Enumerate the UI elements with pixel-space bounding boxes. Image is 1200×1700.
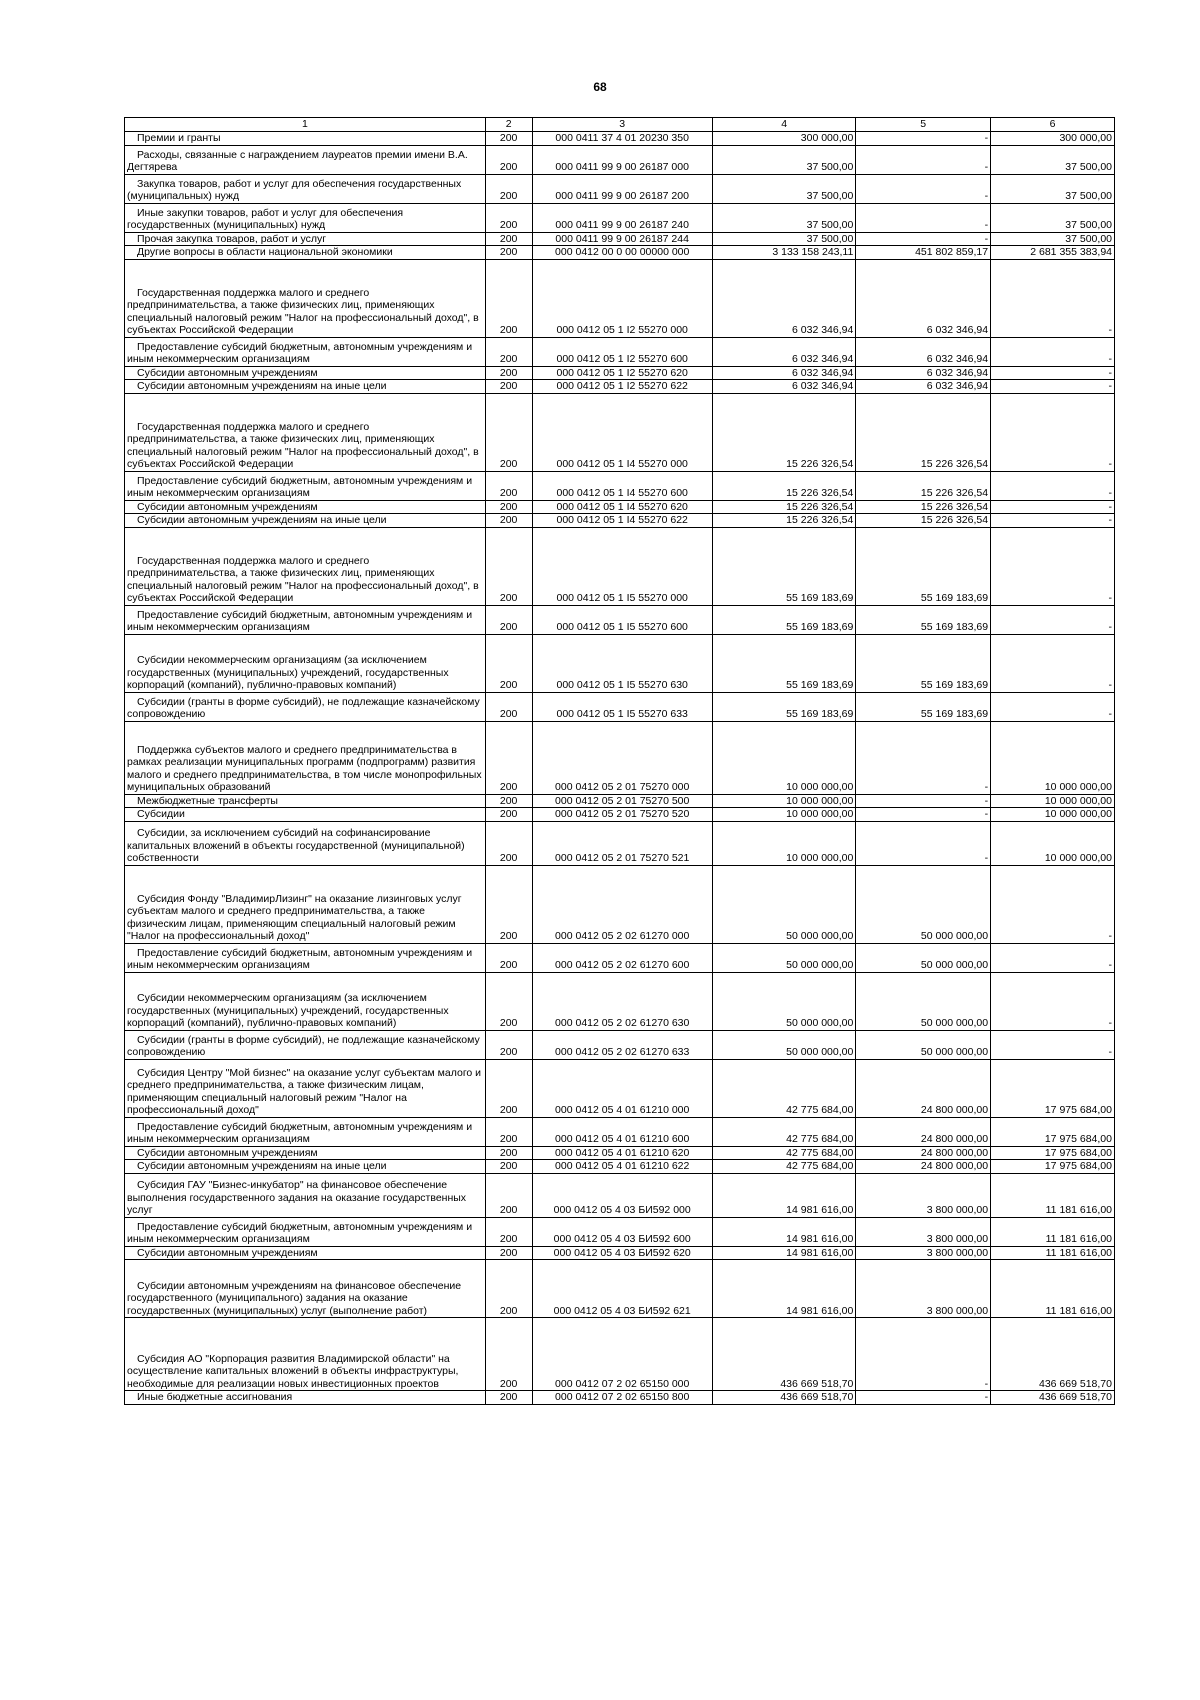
table-row — [125, 500, 1115, 514]
row-name-text: Иные бюджетные ассигнования — [137, 1391, 293, 1403]
row-regional: 11 181 616,00 — [991, 1260, 1115, 1318]
table-header — [125, 118, 1115, 132]
row-name-text: Субсидии автономным учреждениям на иные цели — [137, 514, 387, 526]
row-federal: 6 032 346,94 — [856, 380, 991, 394]
row-federal: 6 032 346,94 — [856, 259, 991, 337]
table-row — [125, 1160, 1115, 1174]
row-federal: - — [856, 794, 991, 808]
row-federal: - — [856, 721, 991, 794]
row-code: 000 0412 05 4 03 БИ592 000 — [532, 1173, 712, 1217]
budget-table — [124, 117, 1115, 1405]
row-total: 14 981 616,00 — [712, 1260, 855, 1318]
row-total: 10 000 000,00 — [712, 808, 855, 822]
row-name-text: Государственная поддержка малого и среднего предпринимательства, а также физических лиц, применяющих специальный налоговый режим "Налог на профессиональный доход", в субъектах Российской Федерации — [127, 286, 479, 336]
row-ver: 200 — [485, 634, 532, 692]
row-regional: 10 000 000,00 — [991, 794, 1115, 808]
row-name — [125, 605, 486, 634]
row-name-text: Другие вопросы в области национальной экономики — [137, 246, 393, 258]
row-ver: 200 — [485, 1246, 532, 1260]
row-name — [125, 145, 486, 174]
table-row — [125, 232, 1115, 246]
row-code: 000 0412 05 1 I2 55270 600 — [532, 337, 712, 366]
row-ver: 200 — [485, 1030, 532, 1059]
row-total: 50 000 000,00 — [712, 1030, 855, 1059]
row-total: 37 500,00 — [712, 232, 855, 246]
table-row — [125, 721, 1115, 794]
row-code: 000 0411 99 9 00 26187 200 — [532, 174, 712, 203]
table-row — [125, 132, 1115, 146]
table-row — [125, 821, 1115, 865]
row-name — [125, 259, 486, 337]
row-ver: 200 — [485, 514, 532, 528]
table-row — [125, 1318, 1115, 1391]
row-federal: - — [856, 232, 991, 246]
row-ver: 200 — [485, 1160, 532, 1174]
row-regional: 37 500,00 — [991, 145, 1115, 174]
row-regional: - — [991, 337, 1115, 366]
row-code: 000 0412 05 4 01 61210 000 — [532, 1059, 712, 1117]
row-code: 000 0411 37 4 01 20230 350 — [532, 132, 712, 146]
row-federal: 55 169 183,69 — [856, 634, 991, 692]
row-regional: - — [991, 527, 1115, 605]
row-ver: 200 — [485, 1260, 532, 1318]
row-federal: 24 800 000,00 — [856, 1146, 991, 1160]
header-col-5: 5 — [856, 118, 991, 132]
row-total: 14 981 616,00 — [712, 1173, 855, 1217]
row-code: 000 0412 05 1 I5 55270 600 — [532, 605, 712, 634]
row-total: 55 169 183,69 — [712, 692, 855, 721]
row-regional: 436 669 518,70 — [991, 1391, 1115, 1405]
row-name — [125, 865, 486, 943]
row-regional: - — [991, 259, 1115, 337]
row-ver: 200 — [485, 1146, 532, 1160]
row-name-text: Государственная поддержка малого и среднего предпринимательства, а также физических лиц, применяющих специальный налоговый режим "Налог на профессиональный доход", в субъектах Российской Федерации — [127, 554, 479, 604]
row-name — [125, 1318, 486, 1391]
row-ver: 200 — [485, 1117, 532, 1146]
row-name — [125, 380, 486, 394]
row-regional: 11 181 616,00 — [991, 1246, 1115, 1260]
row-code: 000 0412 05 1 I2 55270 622 — [532, 380, 712, 394]
row-ver: 200 — [485, 943, 532, 972]
row-name — [125, 132, 486, 146]
table-row — [125, 246, 1115, 260]
row-total: 55 169 183,69 — [712, 527, 855, 605]
row-federal: 451 802 859,17 — [856, 246, 991, 260]
table-row — [125, 1217, 1115, 1246]
row-regional: 17 975 684,00 — [991, 1160, 1115, 1174]
row-ver: 200 — [485, 865, 532, 943]
table-row — [125, 1246, 1115, 1260]
row-name-text: Премии и гранты — [137, 132, 221, 144]
row-name-text: Субсидия Центру "Мой бизнес" на оказание услуг субъектам малого и среднего предпринимательства, а также физическим лицам, применяющим специальный налоговый режим "Налог на профессиональный доход" — [127, 1066, 482, 1116]
row-name-text: Предоставление субсидий бюджетным, автономным учреждениям и иным некоммерческим организациям — [127, 608, 473, 633]
header-col-1: 1 — [125, 118, 486, 132]
row-code: 000 0412 05 2 01 75270 000 — [532, 721, 712, 794]
row-code: 000 0412 05 4 01 61210 600 — [532, 1117, 712, 1146]
row-regional: 37 500,00 — [991, 232, 1115, 246]
row-code: 000 0412 05 4 01 61210 622 — [532, 1160, 712, 1174]
table-row — [125, 366, 1115, 380]
row-federal: 50 000 000,00 — [856, 1030, 991, 1059]
table-row — [125, 259, 1115, 337]
row-total: 6 032 346,94 — [712, 366, 855, 380]
row-code: 000 0412 05 2 01 75270 500 — [532, 794, 712, 808]
row-name-text: Субсидия Фонду "ВладимирЛизинг" на оказание лизинговых услуг субъектам малого и среднего предпринимательства, а также физическим лицам, применяющим специальный налоговый режим "Налог на профессиональный доход" — [127, 892, 462, 942]
row-name-text: Субсидии некоммерческим организациям (за исключением государственных (муниципальных) учреждений, государственных корпораций (компаний), публично-правовых компаний) — [127, 654, 449, 691]
row-regional: 300 000,00 — [991, 132, 1115, 146]
row-name-text: Предоставление субсидий бюджетным, автономным учреждениям и иным некоммерческим организациям — [127, 340, 473, 365]
row-code: 000 0412 05 2 02 61270 633 — [532, 1030, 712, 1059]
row-name — [125, 246, 486, 260]
row-code: 000 0412 05 2 01 75270 521 — [532, 821, 712, 865]
row-name — [125, 1391, 486, 1405]
row-ver: 200 — [485, 500, 532, 514]
row-federal: 3 800 000,00 — [856, 1217, 991, 1246]
row-name-text: Субсидии автономным учреждениям на иные цели — [137, 380, 387, 392]
table-row — [125, 514, 1115, 528]
row-federal: - — [856, 174, 991, 203]
row-federal: - — [856, 808, 991, 822]
row-total: 10 000 000,00 — [712, 821, 855, 865]
row-code: 000 0412 05 1 I4 55270 600 — [532, 471, 712, 500]
row-regional: 10 000 000,00 — [991, 821, 1115, 865]
row-federal: 15 226 326,54 — [856, 393, 991, 471]
row-total: 50 000 000,00 — [712, 865, 855, 943]
table-row — [125, 337, 1115, 366]
row-total: 42 775 684,00 — [712, 1160, 855, 1174]
table-body — [125, 132, 1115, 1405]
row-total: 6 032 346,94 — [712, 380, 855, 394]
row-ver: 200 — [485, 821, 532, 865]
row-regional: 11 181 616,00 — [991, 1173, 1115, 1217]
row-name — [125, 366, 486, 380]
row-name — [125, 1160, 486, 1174]
row-name-text: Субсидии автономным учреждениям — [137, 1246, 318, 1259]
row-name-text: Расходы, связанные с награждением лауреатов премии имени В.А. Дегтярева — [127, 148, 468, 173]
table-row — [125, 972, 1115, 1030]
row-name — [125, 527, 486, 605]
row-regional: - — [991, 605, 1115, 634]
table-row — [125, 145, 1115, 174]
row-total: 50 000 000,00 — [712, 972, 855, 1030]
row-ver: 200 — [485, 380, 532, 394]
row-total: 42 775 684,00 — [712, 1117, 855, 1146]
row-name — [125, 337, 486, 366]
page-number: 68 — [593, 80, 607, 94]
table-row — [125, 174, 1115, 203]
row-name-text: Предоставление субсидий бюджетным, автономным учреждениям и иным некоммерческим организациям — [127, 1220, 473, 1245]
row-name-text: Субсидии автономным учреждениям — [137, 500, 318, 513]
table-row — [125, 1117, 1115, 1146]
row-code: 000 0412 05 2 02 61270 600 — [532, 943, 712, 972]
row-ver: 200 — [485, 972, 532, 1030]
row-code: 000 0412 05 1 I5 55270 000 — [532, 527, 712, 605]
header-row — [125, 118, 1115, 132]
row-regional: 17 975 684,00 — [991, 1117, 1115, 1146]
row-name — [125, 634, 486, 692]
row-total: 42 775 684,00 — [712, 1146, 855, 1160]
row-name-text: Субсидии автономным учреждениям на финансовое обеспечение государственного (муниципального) задания на оказание государственных (муниципальных) услуг (выполнение работ) — [127, 1279, 462, 1317]
row-federal: 50 000 000,00 — [856, 865, 991, 943]
row-name — [125, 794, 486, 808]
row-code: 000 0412 05 1 I4 55270 622 — [532, 514, 712, 528]
row-regional: - — [991, 1030, 1115, 1059]
row-ver: 200 — [485, 527, 532, 605]
row-name — [125, 1246, 486, 1260]
row-name-text: Субсидии, за исключением субсидий на софинансирование капитальных вложений в объекты государственной (муниципальной) собственности — [127, 827, 465, 864]
row-code: 000 0412 00 0 00 00000 000 — [532, 246, 712, 260]
row-ver: 200 — [485, 174, 532, 203]
table-row — [125, 380, 1115, 394]
row-name — [125, 721, 486, 794]
row-name-text: Предоставление субсидий бюджетным, автономным учреждениям и иным некоммерческим организациям — [127, 474, 473, 499]
row-name — [125, 203, 486, 232]
row-federal: 6 032 346,94 — [856, 337, 991, 366]
row-total: 15 226 326,54 — [712, 393, 855, 471]
row-total: 50 000 000,00 — [712, 943, 855, 972]
row-code: 000 0412 05 1 I4 55270 620 — [532, 500, 712, 514]
row-code: 000 0412 05 1 I2 55270 620 — [532, 366, 712, 380]
row-code: 000 0412 05 1 I5 55270 630 — [532, 634, 712, 692]
row-name — [125, 174, 486, 203]
row-ver: 200 — [485, 1173, 532, 1217]
row-name — [125, 1030, 486, 1059]
row-total: 37 500,00 — [712, 203, 855, 232]
row-name-text: Государственная поддержка малого и среднего предпринимательства, а также физических лиц, применяющих специальный налоговый режим "Налог на профессиональный доход", в субъектах Российской Федерации — [127, 420, 479, 470]
row-federal: 6 032 346,94 — [856, 366, 991, 380]
table-row — [125, 203, 1115, 232]
row-federal: 3 800 000,00 — [856, 1260, 991, 1318]
row-name — [125, 500, 486, 514]
header-col-2: 2 — [485, 118, 532, 132]
row-federal: 50 000 000,00 — [856, 943, 991, 972]
row-ver: 200 — [485, 1217, 532, 1246]
row-code: 000 0412 05 4 03 БИ592 620 — [532, 1246, 712, 1260]
row-regional: - — [991, 634, 1115, 692]
row-code: 000 0412 05 2 02 61270 000 — [532, 865, 712, 943]
row-ver: 200 — [485, 721, 532, 794]
row-federal: 55 169 183,69 — [856, 605, 991, 634]
row-total: 6 032 346,94 — [712, 337, 855, 366]
row-code: 000 0412 05 1 I4 55270 000 — [532, 393, 712, 471]
row-total: 55 169 183,69 — [712, 605, 855, 634]
row-code: 000 0412 05 2 02 61270 630 — [532, 972, 712, 1030]
table-row — [125, 1173, 1115, 1217]
row-regional: - — [991, 500, 1115, 514]
row-name-text: Субсидии автономным учреждениям — [137, 1146, 318, 1159]
row-regional: 436 669 518,70 — [991, 1318, 1115, 1391]
row-code: 000 0412 05 4 03 БИ592 600 — [532, 1217, 712, 1246]
row-regional: 2 681 355 383,94 — [991, 246, 1115, 260]
header-col-4: 4 — [712, 118, 855, 132]
row-federal: - — [856, 821, 991, 865]
row-federal: 15 226 326,54 — [856, 500, 991, 514]
table-row — [125, 1059, 1115, 1117]
row-name-text: Субсидии автономным учреждениям на иные цели — [137, 1160, 387, 1172]
row-federal: 15 226 326,54 — [856, 514, 991, 528]
row-name-text: Межбюджетные трансферты — [137, 794, 278, 807]
row-federal: 3 800 000,00 — [856, 1246, 991, 1260]
row-total: 37 500,00 — [712, 145, 855, 174]
row-total: 436 669 518,70 — [712, 1391, 855, 1405]
row-name — [125, 471, 486, 500]
table-row — [125, 692, 1115, 721]
row-code: 000 0411 99 9 00 26187 000 — [532, 145, 712, 174]
row-regional: 11 181 616,00 — [991, 1217, 1115, 1246]
row-code: 000 0412 07 2 02 65150 800 — [532, 1391, 712, 1405]
row-ver: 200 — [485, 808, 532, 822]
table-row — [125, 1391, 1115, 1405]
row-name — [125, 821, 486, 865]
row-total: 15 226 326,54 — [712, 514, 855, 528]
row-federal: 50 000 000,00 — [856, 972, 991, 1030]
row-code: 000 0412 05 4 03 БИ592 621 — [532, 1260, 712, 1318]
row-name — [125, 1173, 486, 1217]
row-federal: - — [856, 132, 991, 146]
row-code: 000 0412 05 1 I5 55270 633 — [532, 692, 712, 721]
row-regional: 10 000 000,00 — [991, 808, 1115, 822]
row-name-text: Субсидия АО "Корпорация развития Владимирской области" на осуществление капитальных вложений в объекты инфраструктуры, необходимые для реализации новых инвестиционных проектов — [127, 1352, 459, 1390]
row-ver: 200 — [485, 366, 532, 380]
row-name — [125, 972, 486, 1030]
table-row — [125, 393, 1115, 471]
row-ver: 200 — [485, 246, 532, 260]
row-regional: - — [991, 380, 1115, 394]
row-regional: - — [991, 692, 1115, 721]
row-regional: - — [991, 514, 1115, 528]
row-federal: - — [856, 145, 991, 174]
row-name-text: Предоставление субсидий бюджетным, автономным учреждениям и иным некоммерческим организациям — [127, 1120, 473, 1145]
row-code: 000 0412 05 4 01 61210 620 — [532, 1146, 712, 1160]
row-ver: 200 — [485, 393, 532, 471]
row-name-text: Закупка товаров, работ и услуг для обеспечения государственных (муниципальных) нужд — [127, 177, 462, 202]
row-name — [125, 943, 486, 972]
row-name — [125, 1117, 486, 1146]
row-total: 14 981 616,00 — [712, 1217, 855, 1246]
row-ver: 200 — [485, 1318, 532, 1391]
row-regional: - — [991, 471, 1115, 500]
row-total: 42 775 684,00 — [712, 1059, 855, 1117]
row-federal: 24 800 000,00 — [856, 1117, 991, 1146]
row-regional: 37 500,00 — [991, 203, 1115, 232]
row-code: 000 0412 05 2 01 75270 520 — [532, 808, 712, 822]
table-row — [125, 865, 1115, 943]
table-row — [125, 943, 1115, 972]
header-col-6: 6 — [991, 118, 1115, 132]
row-total: 10 000 000,00 — [712, 721, 855, 794]
row-total: 6 032 346,94 — [712, 259, 855, 337]
row-ver: 200 — [485, 692, 532, 721]
row-ver: 200 — [485, 1059, 532, 1117]
row-regional: 10 000 000,00 — [991, 721, 1115, 794]
row-code: 000 0412 05 1 I2 55270 000 — [532, 259, 712, 337]
table-row — [125, 605, 1115, 634]
row-federal: 24 800 000,00 — [856, 1059, 991, 1117]
table-row — [125, 634, 1115, 692]
row-federal: 24 800 000,00 — [856, 1160, 991, 1174]
row-ver: 200 — [485, 337, 532, 366]
table-row — [125, 808, 1115, 822]
row-name-text: Субсидии автономным учреждениям — [137, 366, 318, 379]
row-total: 37 500,00 — [712, 174, 855, 203]
row-ver: 200 — [485, 203, 532, 232]
row-ver: 200 — [485, 605, 532, 634]
row-name-text: Прочая закупка товаров, работ и услуг — [137, 232, 327, 245]
row-federal: - — [856, 1318, 991, 1391]
row-total: 15 226 326,54 — [712, 471, 855, 500]
row-name — [125, 808, 486, 822]
row-name-text: Поддержка субъектов малого и среднего предпринимательства в рамках реализации муниципальных программ (подпрограмм) развития малого и среднего предпринимательства, в том числе монопрофильных муниципальных образований — [127, 743, 482, 793]
row-ver: 200 — [485, 259, 532, 337]
table-row — [125, 1146, 1115, 1160]
row-name-text: Предоставление субсидий бюджетным, автономным учреждениям и иным некоммерческим организациям — [127, 946, 473, 971]
row-name — [125, 1217, 486, 1246]
row-name-text: Субсидия ГАУ "Бизнес-инкубатор" на финансовое обеспечение выполнения государственного задания на оказание государственных услуг — [127, 1179, 467, 1216]
row-regional: - — [991, 972, 1115, 1030]
row-total: 15 226 326,54 — [712, 500, 855, 514]
row-code: 000 0411 99 9 00 26187 244 — [532, 232, 712, 246]
row-ver: 200 — [485, 794, 532, 808]
row-regional: 37 500,00 — [991, 174, 1115, 203]
table-row — [125, 794, 1115, 808]
row-name — [125, 514, 486, 528]
row-total: 55 169 183,69 — [712, 634, 855, 692]
row-federal: - — [856, 1391, 991, 1405]
row-regional: - — [991, 366, 1115, 380]
row-ver: 200 — [485, 132, 532, 146]
row-name — [125, 393, 486, 471]
row-regional: - — [991, 865, 1115, 943]
row-federal: 55 169 183,69 — [856, 692, 991, 721]
row-name — [125, 232, 486, 246]
row-ver: 200 — [485, 471, 532, 500]
table-row — [125, 471, 1115, 500]
row-ver: 200 — [485, 232, 532, 246]
row-ver: 200 — [485, 1391, 532, 1405]
row-total: 3 133 158 243,11 — [712, 246, 855, 260]
row-name-text: Субсидии (гранты в форме субсидий), не подлежащие казначейскому сопровождению — [127, 695, 480, 720]
table-row — [125, 527, 1115, 605]
header-col-3: 3 — [532, 118, 712, 132]
row-name — [125, 692, 486, 721]
row-federal: 3 800 000,00 — [856, 1173, 991, 1217]
row-code: 000 0411 99 9 00 26187 240 — [532, 203, 712, 232]
row-name — [125, 1260, 486, 1318]
row-total: 14 981 616,00 — [712, 1246, 855, 1260]
row-name-text: Субсидии некоммерческим организациям (за исключением государственных (муниципальных) учреждений, государственных корпораций (компаний), публично-правовых компаний) — [127, 992, 449, 1029]
row-total: 10 000 000,00 — [712, 794, 855, 808]
row-name — [125, 1146, 486, 1160]
row-name-text: Субсидии — [137, 808, 185, 820]
row-regional: 17 975 684,00 — [991, 1146, 1115, 1160]
row-name — [125, 1059, 486, 1117]
row-federal: 55 169 183,69 — [856, 527, 991, 605]
table-row — [125, 1030, 1115, 1059]
row-name-text: Иные закупки товаров, работ и услуг для обеспечения государственных (муниципальных) нужд — [127, 206, 404, 231]
row-code: 000 0412 07 2 02 65150 000 — [532, 1318, 712, 1391]
row-name-text: Субсидии (гранты в форме субсидий), не подлежащие казначейскому сопровождению — [127, 1033, 480, 1058]
row-regional: - — [991, 393, 1115, 471]
table-row — [125, 1260, 1115, 1318]
row-total: 436 669 518,70 — [712, 1318, 855, 1391]
row-ver: 200 — [485, 145, 532, 174]
row-regional: 17 975 684,00 — [991, 1059, 1115, 1117]
row-federal: 15 226 326,54 — [856, 471, 991, 500]
row-total: 300 000,00 — [712, 132, 855, 146]
row-federal: - — [856, 203, 991, 232]
row-regional: - — [991, 943, 1115, 972]
